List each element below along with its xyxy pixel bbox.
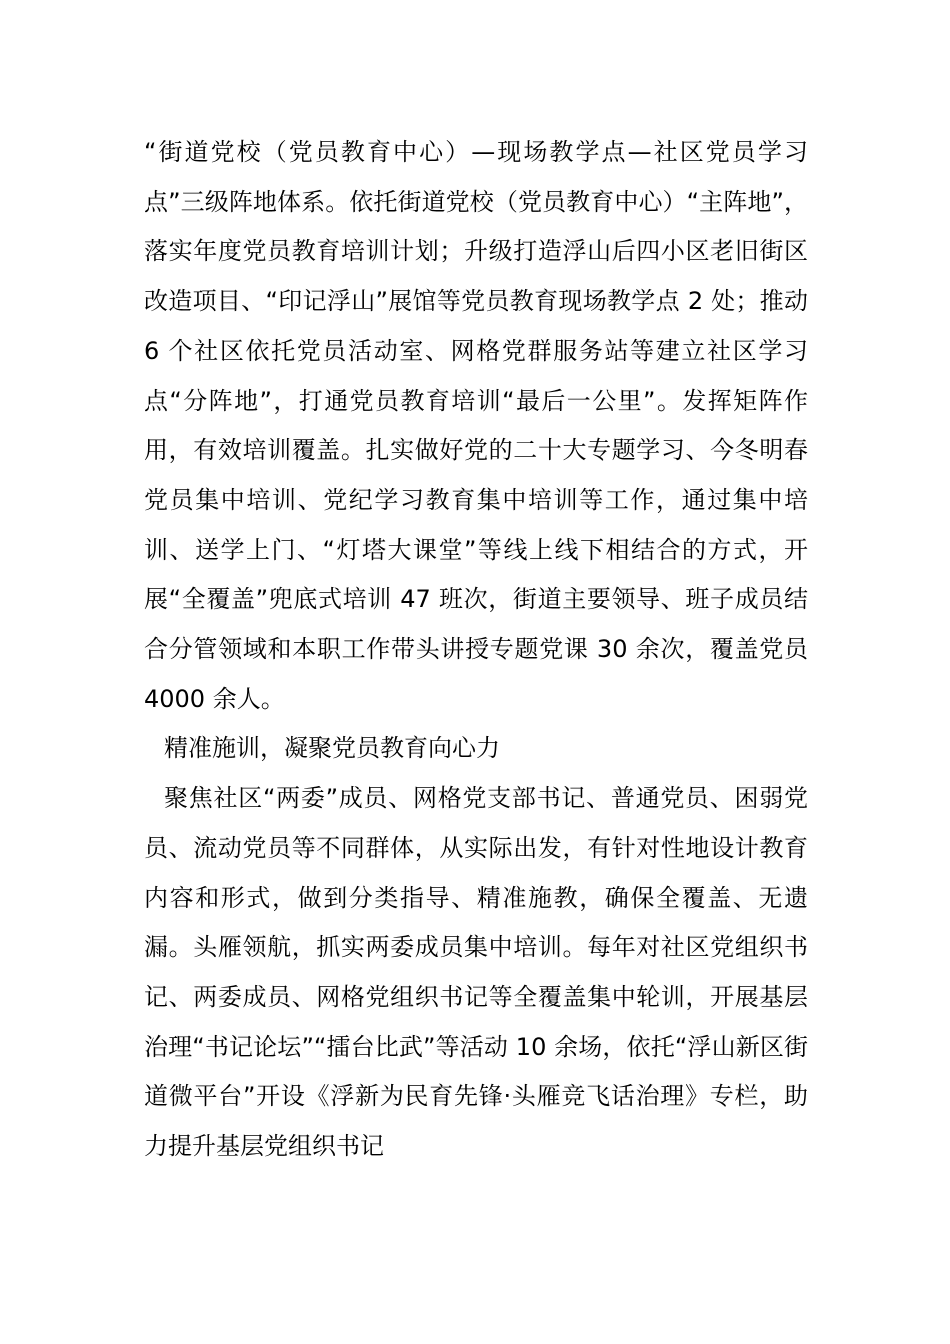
body-paragraph: “街道党校（党员教育中心）—现场教学点—社区党员学习点”三级阵地体系。依托街道党校（党员教育中心）“主阵地”，落实年度党员教育培训计划；升级打造浮山后四小区老旧街区改造项目、“印记浮山”展馆等党员教育现场教学点 2 处；推动 6 个社区依托党员活动室、网格党群服务站等建立社区学习点“分阵地”，打通党员教育培训“最后一公里”。发挥矩阵作用，有效培训覆盖。扎实做好党的二十大专题学习、今冬明春党员集中培训、党纪学习教育集中培训等工作，通过集中培训、送学上门、“灯塔大课堂”等线上线下相结合的方式，开展“全覆盖”兜底式培训 47 班次，街道主要领导、班子成员结合分管领域和本职工作带头讲授专题党课 30 余次，覆盖党员 4000 余人。 [144,138,808,713]
section-heading: 精准施训，凝聚党员教育向心力 [164,734,500,763]
document-body [144,128,808,1172]
body-paragraph: 聚焦社区“两委”成员、网格党支部书记、普通党员、困弱党员、流动党员等不同群体，从实际出发，有针对性地设计教育内容和形式，做到分类指导、精准施教，确保全覆盖、无遗漏。头雁领航，抓实两委成员集中培训。每年对社区党组织书记、两委成员、网格党组织书记等全覆盖集中轮训，开展基层治理“书记论坛”“擂台比武”等活动 10 余场，依托“浮山新区街道微平台”开设《浮新为民育先锋·头雁竞飞话治理》专栏，助力提升基层党组织书记 [144,784,808,1161]
